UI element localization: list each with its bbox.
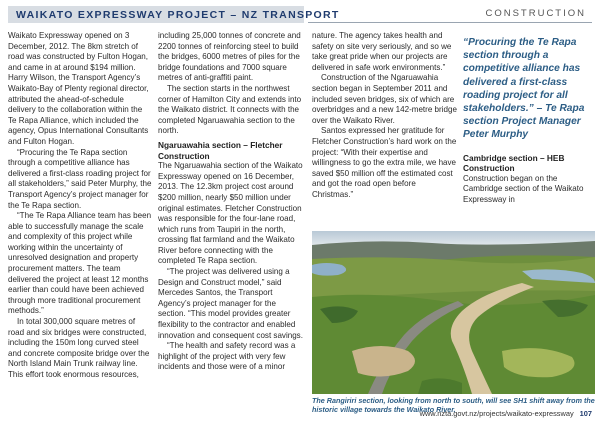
paragraph: Construction began on the Cambridge section of the Waikato Expressway in: [463, 173, 584, 204]
article-column-1: [8, 31, 152, 381]
photo-caption: The Rangiriri section, looking from north to south, will see SH1 shift away from the historic village towards the Waikato River.: [312, 396, 595, 415]
section-heading-ngaruawahia: Ngaruawahia section – Fletcher Construction: [158, 139, 283, 161]
paragraph: The Ngaruawahia section of the Waikato Expressway opened on 16 December, 2013. The 12.3km project cost around $200 million, nearly $50 million under original estimates. Fletcher Construction was responsible for the four-lane road, which runs from Taupiri in the north, crossing flat farmland and the Waikato River before connecting with the completed Te Rapa section.: [158, 161, 303, 266]
article-column-4: [463, 36, 593, 206]
paragraph: “Procuring the Te Rapa section through a competitive alliance has delivered a first-class roading project for all stakeholders,” said Peter Murphy, the Transport Agency’s project manager for the Te Rapa section.: [8, 147, 152, 210]
paragraph: “The Te Rapa Alliance team has been able to successfully manage the scale and complexity of this project while working within the uncertainty of unresolved designation and property procurement matters. The team delivered the project at least 12 months earlier than could have been achieved through more traditional procurement methods.”: [8, 211, 152, 316]
page-header-title: WAIKATO EXPRESSWAY PROJECT – NZ TRANSPORT: [16, 8, 340, 21]
paragraph: “The project was delivered using a Design and Construct model,” said Mercedes Santos, the Transport Agency’s project manager for the section. “This model provides greater flexibility to the contractor and enabled innovation and consequent cost savings.: [158, 267, 303, 340]
page-footer: [420, 409, 592, 418]
paragraph: The section starts in the northwest corner of Hamilton City and extends into the Waikato district. It connects with the completed Ngaruawahia section to the north.: [158, 83, 302, 136]
paragraph: nature. The agency takes health and safety on site very seriously, and so we take great pride when our projects are delivered in safe work environments.”: [312, 31, 452, 72]
section-label: CONSTRUCTION: [485, 8, 586, 19]
paragraph: Construction of the Ngaruawahia section began in September 2011 and included seven bridges, six of which are overbridges and a new 142-metre bridge over the Waikato River.: [312, 73, 457, 125]
paragraph: including 25,000 tonnes of concrete and 2200 tonnes of reinforcing steel to build the bridges, 6000 metres of piles for the bridge foundations and 7000 square metres of anti-graffiti paint.: [158, 31, 301, 83]
paragraph: Santos expressed her gratitude for Fletcher Construction’s hard work on the project: “With their expertise and willingness to go the extra mile, we have saved $50 million off the estimated cost and got the road open before Christmas.”: [312, 126, 457, 199]
paragraph: In total 300,000 square metres of road and six bridges were constructed, including the 150m long curved steel and concrete composite bridge over the North Island Main Trunk railway line. This effort took enormous resources,: [8, 317, 150, 379]
page-header-bar: [8, 6, 340, 23]
aerial-photo-rangiriri: [312, 231, 595, 394]
pull-quote: “Procuring the Te Rapa section through a competitive alliance has delivered a first-class roading project for all stakeholders.” – Te Rapa section Project Manager Peter Murphy: [463, 37, 585, 141]
paragraph: Waikato Expressway opened on 3 December, 2012. The 8km stretch of road was constructed by Fulton Hogan, and came in at around $194 million. Harry Wilson, the Transport Agency’s Waikato-Bay of Plenty regional director, attributed the ahead-of-schedule delivery to the collaboration within the Te Rapa Alliance, which included the agency, Opus International Consultants and Fulton Hogan.: [8, 31, 149, 146]
footer-url: www.nzta.govt.nz/projects/waikato-expressway: [419, 409, 574, 418]
page-number: 107: [579, 409, 592, 418]
header-divider: [308, 22, 592, 23]
article-column-2: [158, 31, 305, 373]
article-column-3: [312, 31, 458, 201]
aerial-photo-image: [312, 231, 595, 394]
section-heading-cambridge: Cambridge section – HEB Construction: [463, 152, 565, 174]
paragraph: “The health and safety record was a highlight of the project with very few incidents and those were of a minor: [158, 341, 296, 372]
